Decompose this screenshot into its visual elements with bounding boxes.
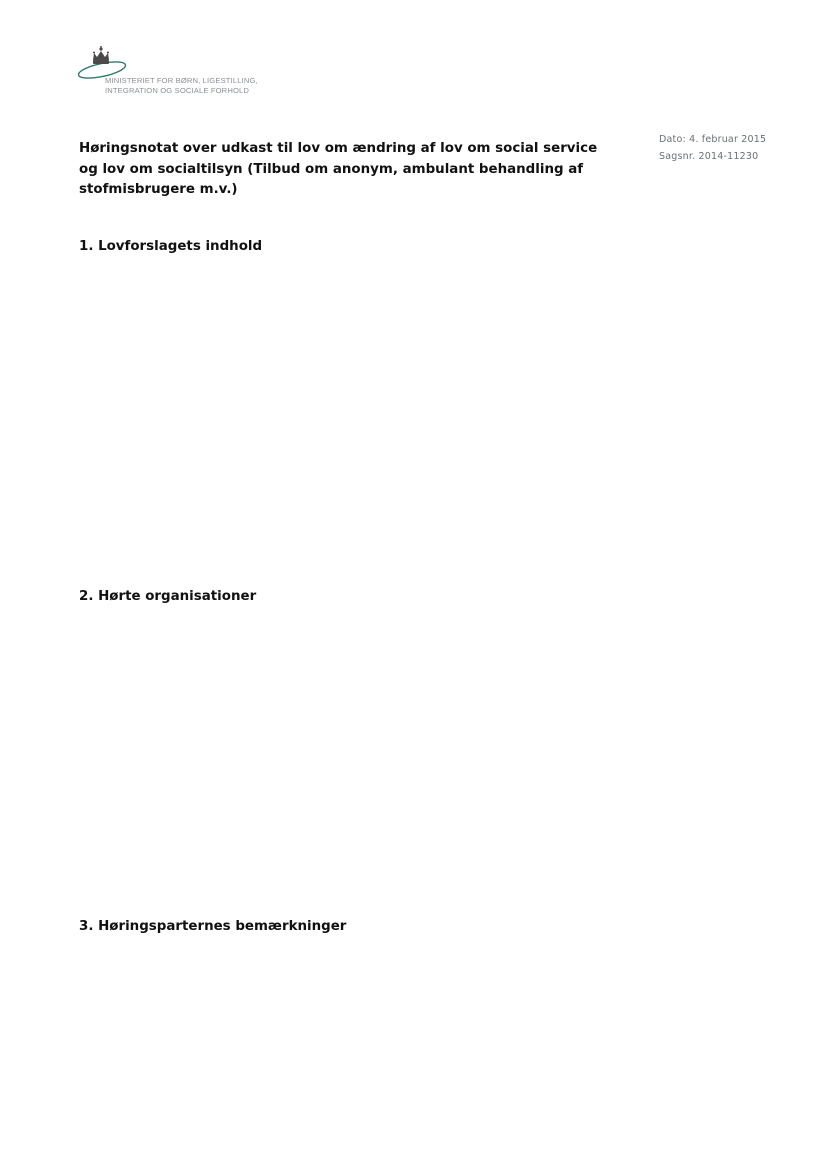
document-title: Høringsnotat over udkast til lov om ændring af lov om social service og lov om socialtilsyn (Tilbud om anonym, ambulant behandling af stofmisbrugere m.v.) [79,141,598,197]
section-heading-contents: 1. Lovforslagets indhold [79,239,263,254]
ministry-name-line2: INTEGRATION OG SOCIALE FORHOLD [105,86,250,95]
document-meta [659,131,766,165]
ministry-logo [76,44,276,100]
case-number: Sagsnr. 2014-11230 [659,151,759,162]
section-heading-consultation-remarks: 3. Høringsparternes bemærkninger [79,919,347,934]
section-heading-consulted-organisations: 2. Hørte organisationer [79,589,257,604]
crown-ellipse-logo-icon [76,44,136,80]
ministry-name-line1: MINISTERIET FOR BØRN, LIGESTILLING, [105,76,258,85]
document-date: Dato: 4. februar 2015 [659,134,767,145]
ministry-name [105,76,258,96]
